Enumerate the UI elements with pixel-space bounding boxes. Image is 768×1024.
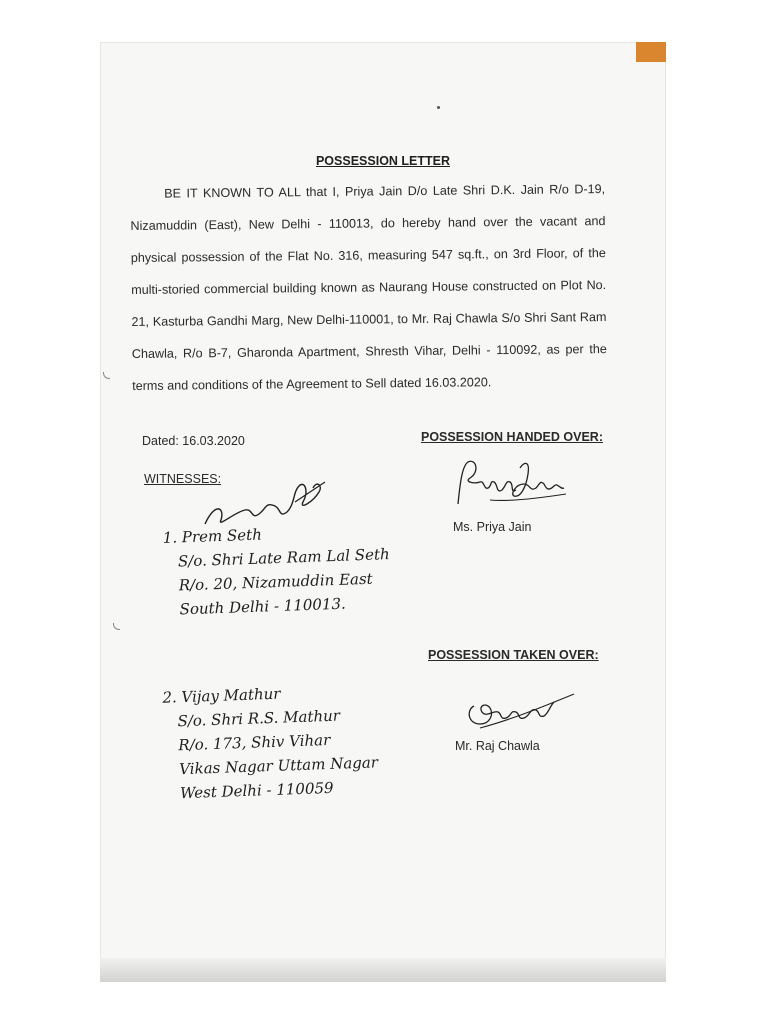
seller-signature	[450, 454, 570, 510]
page-bottom-edge	[100, 958, 666, 982]
body-paragraph: BE IT KNOWN TO ALL that I, Priya Jain D/o Late Shri D.K. Jain R/o D-19, Nizamuddin (East), New Delhi - 110013, do hereby hand over the vacant and physical possession of the Flat No. 316, measuring 547 sq.ft., on 3rd Floor, of the multi-storied commercial building known as Naurang House constructed on Plot No. 21, Kasturba Gandhi Marg, New Delhi-110001, to Mr. Raj Chawla S/o Shri Sant Ram Chawla, R/o B-7, Gharonda Apartment, Shresth Vihar, Delhi - 110092, as per the terms and conditions of the Agreement to Sell dated 16.03.2020.	[130, 182, 607, 393]
orange-corner-tab	[636, 42, 666, 62]
document-page	[100, 42, 666, 982]
buyer-signature	[460, 680, 578, 732]
witness-1-details: 1. Prem Seth S/o. Shri Late Ram Lal Seth R/o. 20, Nizamuddin East South Delhi - 110013.	[162, 525, 390, 619]
buyer-name: Mr. Raj Chawla	[455, 739, 540, 753]
document-title: POSSESSION LETTER	[315, 154, 451, 168]
witnesses-heading: WITNESSES:	[144, 472, 222, 486]
ink-dot	[437, 106, 440, 109]
dated-line: Dated: 16.03.2020	[142, 434, 245, 448]
document-body	[130, 173, 607, 402]
possession-taken-over-heading: POSSESSION TAKEN OVER:	[428, 648, 599, 662]
possession-handed-over-heading: POSSESSION HANDED OVER:	[421, 430, 603, 444]
seller-name: Ms. Priya Jain	[453, 520, 532, 534]
witness-2-details: 2. Vijay Mathur S/o. Shri R.S. Mathur R/o. 173, Shiv Vihar Vikas Nagar Uttam Nagar West Delhi - 110059	[162, 684, 379, 803]
